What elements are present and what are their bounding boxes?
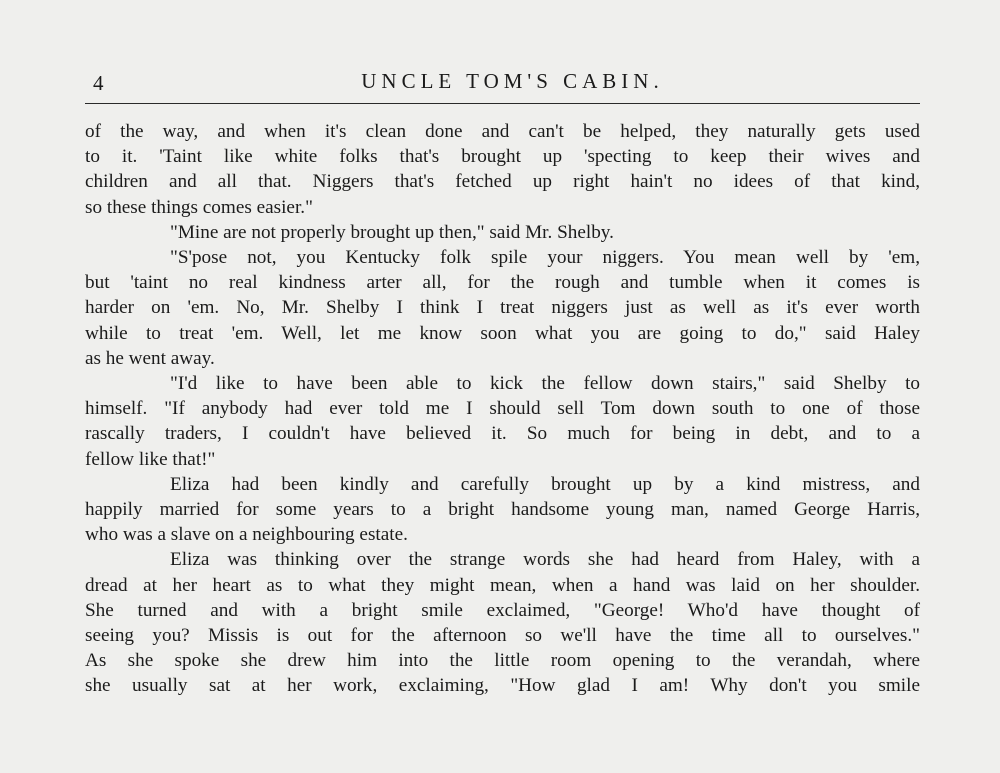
text-line: as he went away.: [85, 347, 215, 369]
text-line: Eliza had been kindly and carefully brought up by a kind mistress, and: [170, 473, 920, 495]
text-line: She turned and with a bright smile exclaimed, "George! Who'd have thought of: [85, 599, 920, 621]
text-line: who was a slave on a neighbouring estate.: [85, 524, 408, 546]
text-line: "S'pose not, you Kentucky folk spile your niggers. You mean well by 'em,: [170, 247, 920, 269]
text-line: harder on 'em. No, Mr. Shelby I think I treat niggers just as well as it's ever worth: [85, 297, 920, 319]
text-line: happily married for some years to a bright handsome young man, named George Harris,: [85, 499, 920, 521]
text-line: of the way, and when it's clean done and can't be helped, they naturally gets used: [85, 121, 920, 142]
page-header: [85, 62, 920, 102]
header-rule: [85, 103, 920, 104]
text-line: rascally traders, I couldn't have believed it. So much for being in debt, and to a: [85, 423, 920, 445]
running-title: UNCLE TOM'S CABIN.: [361, 69, 664, 93]
text-line: but 'taint no real kindness arter all, for the rough and tumble when it comes is: [85, 272, 920, 294]
text-line: himself. "If anybody had ever told me I should sell Tom down south to one of those: [85, 398, 920, 420]
text-line: seeing you? Missis is out for the afternoon so we'll have the time all to ourselves.": [85, 625, 920, 647]
text-line: "I'd like to have been able to kick the fellow down stairs," said Shelby to: [170, 373, 920, 395]
text-line: to it. 'Taint like white folks that's brought up 'specting to keep their wives and: [85, 146, 920, 168]
text-line: As she spoke she drew him into the little room opening to the verandah, where: [85, 650, 920, 672]
text-line: while to treat 'em. Well, let me know soon what you are going to do," said Haley: [85, 322, 920, 344]
text-line: Eliza was thinking over the strange words she had heard from Haley, with a: [170, 549, 920, 571]
text-line: children and all that. Niggers that's fetched up right hain't no idees of that kind,: [85, 171, 920, 193]
text-line: "Mine are not properly brought up then," said Mr. Shelby.: [170, 221, 614, 243]
text-line: so these things comes easier.": [85, 196, 313, 218]
page-number: 4: [93, 71, 104, 95]
body-text: [85, 119, 920, 699]
text-line: she usually sat at her work, exclaiming, "How glad I am! Why don't you smile: [85, 675, 920, 697]
text-line: fellow like that!": [85, 448, 216, 470]
text-line: dread at her heart as to what they might mean, when a hand was laid on her shoulder.: [85, 574, 920, 596]
